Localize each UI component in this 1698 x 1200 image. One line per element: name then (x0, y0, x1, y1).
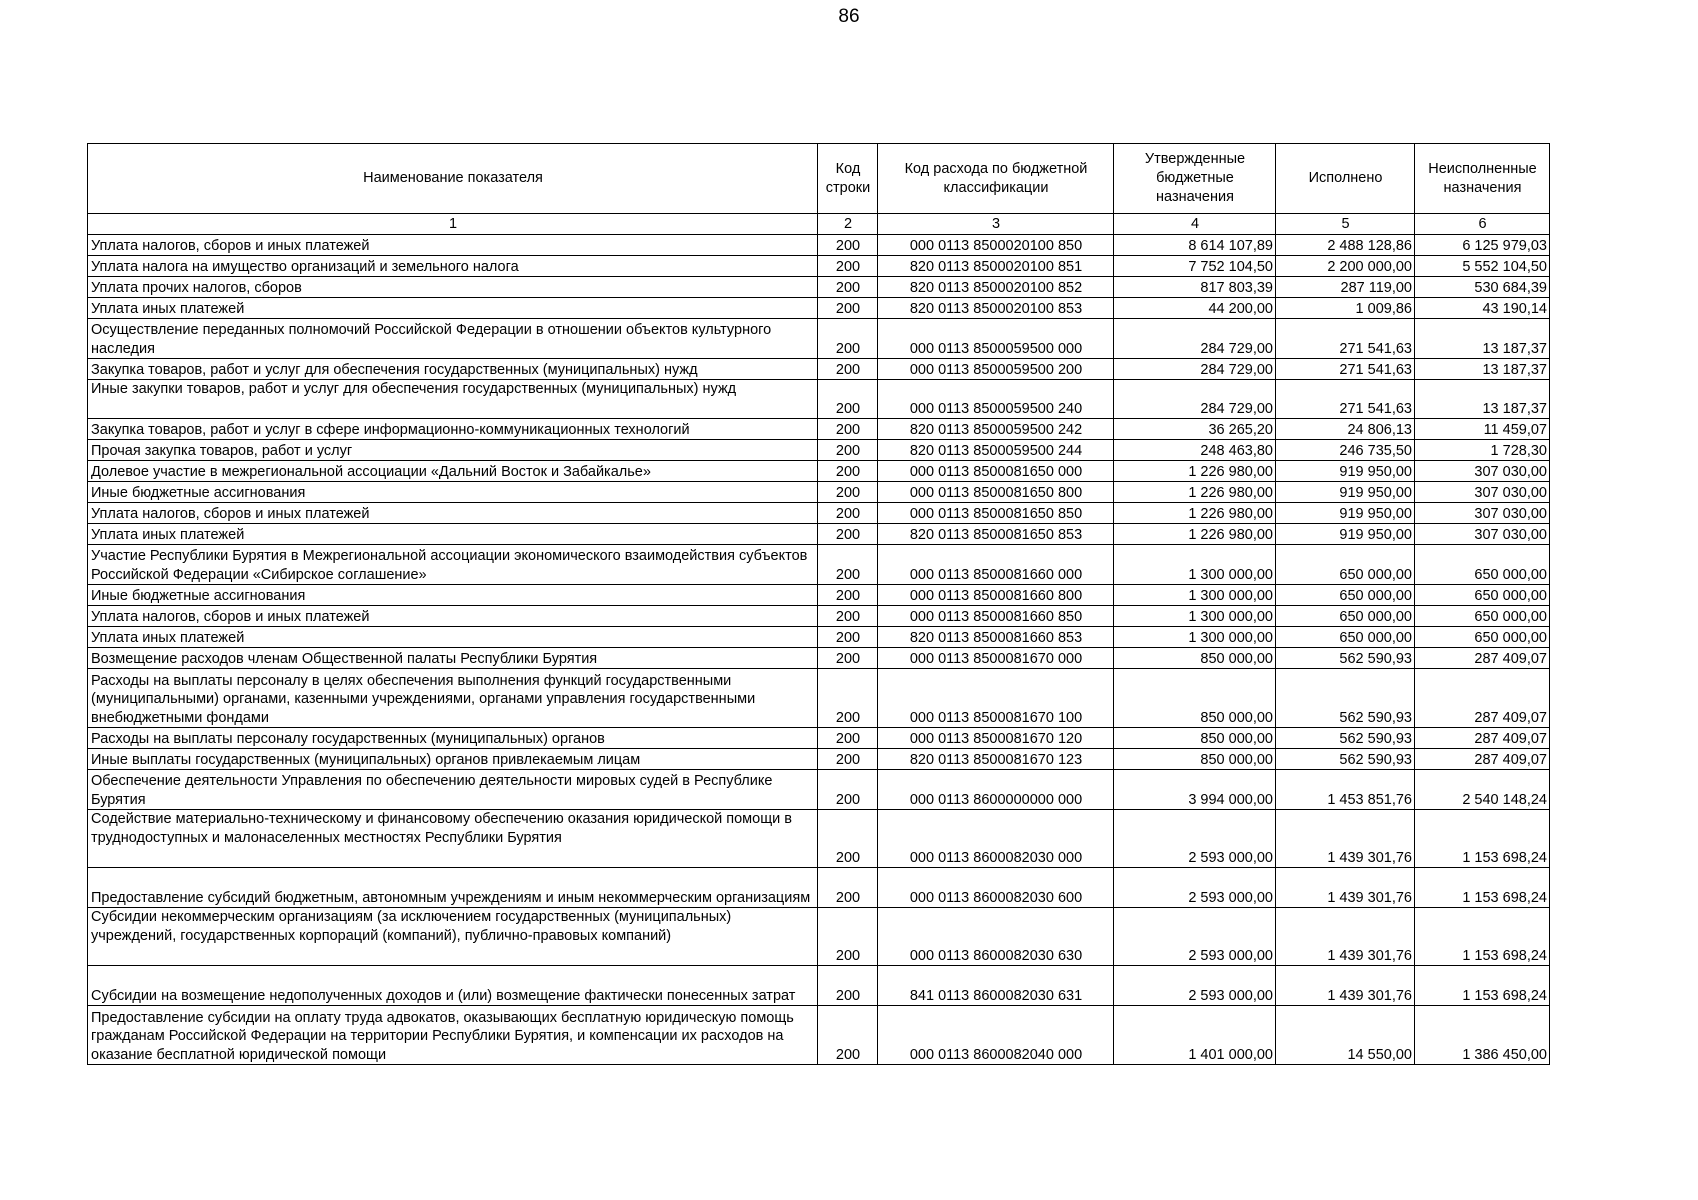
approved-amount-cell: 2 593 000,00 (1114, 810, 1276, 868)
unexecuted-amount-cell: 287 409,07 (1415, 648, 1550, 669)
unexecuted-amount-cell: 13 187,37 (1415, 319, 1550, 359)
indicator-name-text: Содействие материально-техническому и финансовому обеспечению оказания юридической помощи в труднодоступных и малонаселенных местностях Республики Бурятия (91, 811, 792, 846)
budget-code-cell: 820 0113 8500081650 853 (878, 524, 1114, 545)
budget-code-cell: 000 0113 8500081650 800 (878, 482, 1114, 503)
line-code-cell: 200 (818, 966, 878, 1006)
approved-amount-cell: 850 000,00 (1114, 648, 1276, 669)
table-row (88, 545, 1550, 585)
approved-amount-cell: 284 729,00 (1114, 380, 1276, 419)
approved-amount-cell: 1 226 980,00 (1114, 503, 1276, 524)
line-code-cell: 200 (818, 648, 878, 669)
approved-amount-cell: 284 729,00 (1114, 359, 1276, 380)
budget-code-cell: 820 0113 8500020100 851 (878, 256, 1114, 277)
unexecuted-amount-cell: 307 030,00 (1415, 503, 1550, 524)
table-row (88, 359, 1550, 380)
unexecuted-amount-cell: 650 000,00 (1415, 606, 1550, 627)
line-code-cell: 200 (818, 298, 878, 319)
line-code-cell: 200 (818, 440, 878, 461)
indicator-name-cell (88, 669, 818, 728)
indicator-name-cell (88, 319, 818, 359)
table-row (88, 440, 1550, 461)
unexecuted-amount-cell: 287 409,07 (1415, 728, 1550, 749)
indicator-name-text: Уплата иных платежей (91, 526, 245, 543)
unexecuted-amount-cell: 2 540 148,24 (1415, 770, 1550, 810)
executed-amount-cell: 919 950,00 (1276, 461, 1415, 482)
table-row (88, 380, 1550, 419)
line-code-cell: 200 (818, 749, 878, 770)
line-code-cell: 200 (818, 669, 878, 728)
budget-code-cell: 820 0113 8500020100 853 (878, 298, 1114, 319)
approved-amount-cell: 1 226 980,00 (1114, 524, 1276, 545)
unexecuted-amount-cell: 11 459,07 (1415, 419, 1550, 440)
executed-amount-cell: 271 541,63 (1276, 380, 1415, 419)
indicator-name-text: Расходы на выплаты персоналу в целях обеспечения выполнения функций государственными (муниципальными) органами, казенными учреждениями, органами управления государственными внебюджетными фондами (91, 672, 756, 726)
budget-code-cell: 000 0113 8500020100 850 (878, 235, 1114, 256)
indicator-name-cell (88, 298, 818, 319)
executed-amount-cell: 271 541,63 (1276, 359, 1415, 380)
line-code-cell: 200 (818, 810, 878, 868)
budget-code-cell: 820 0113 8500059500 242 (878, 419, 1114, 440)
indicator-name-cell (88, 728, 818, 749)
unexecuted-amount-cell: 1 153 698,24 (1415, 908, 1550, 966)
table-row (88, 749, 1550, 770)
executed-amount-cell: 1 439 301,76 (1276, 868, 1415, 908)
line-code-cell: 200 (818, 503, 878, 524)
approved-amount-cell: 36 265,20 (1114, 419, 1276, 440)
indicator-name-cell (88, 648, 818, 669)
table-row (88, 461, 1550, 482)
indicator-name-cell (88, 380, 818, 419)
table-row (88, 503, 1550, 524)
approved-amount-cell: 1 226 980,00 (1114, 482, 1276, 503)
indicator-name-text: Участие Республики Бурятия в Межрегиональной ассоциации экономического взаимодействия субъектов Российской Федерации «Сибирское соглашение» (91, 548, 808, 583)
table-header-row (88, 144, 1550, 214)
indicator-name-text: Субсидии на возмещение недополученных доходов и (или) возмещение фактически понесенных затрат (91, 987, 796, 1004)
column-number: 2 (818, 214, 878, 235)
header-approved: Утвержденные бюджетные назначения (1114, 144, 1276, 214)
line-code-cell: 200 (818, 868, 878, 908)
executed-amount-cell: 919 950,00 (1276, 524, 1415, 545)
budget-code-cell: 820 0113 8500059500 244 (878, 440, 1114, 461)
unexecuted-amount-cell: 650 000,00 (1415, 585, 1550, 606)
approved-amount-cell: 1 300 000,00 (1114, 585, 1276, 606)
indicator-name-cell (88, 749, 818, 770)
table-row (88, 627, 1550, 648)
budget-code-cell: 000 0113 8600082030 630 (878, 908, 1114, 966)
table-row (88, 319, 1550, 359)
executed-amount-cell: 2 488 128,86 (1276, 235, 1415, 256)
line-code-cell: 200 (818, 359, 878, 380)
line-code-cell: 200 (818, 277, 878, 298)
column-number: 3 (878, 214, 1114, 235)
indicator-name-text: Уплата прочих налогов, сборов (91, 279, 302, 296)
budget-code-cell: 000 0113 8500081670 000 (878, 648, 1114, 669)
indicator-name-text: Уплата налога на имущество организаций и земельного налога (91, 258, 519, 275)
line-code-cell: 200 (818, 1006, 878, 1065)
table-row (88, 585, 1550, 606)
table-row (88, 256, 1550, 277)
budget-code-cell: 000 0113 8500059500 240 (878, 380, 1114, 419)
indicator-name-text: Иные бюджетные ассигнования (91, 484, 306, 501)
indicator-name-cell (88, 277, 818, 298)
approved-amount-cell: 1 401 000,00 (1114, 1006, 1276, 1065)
unexecuted-amount-cell: 1 386 450,00 (1415, 1006, 1550, 1065)
executed-amount-cell: 1 439 301,76 (1276, 810, 1415, 868)
table-row (88, 966, 1550, 1006)
unexecuted-amount-cell: 287 409,07 (1415, 749, 1550, 770)
table-row (88, 770, 1550, 810)
indicator-name-cell (88, 482, 818, 503)
indicator-name-text: Уплата иных платежей (91, 300, 245, 317)
column-number: 6 (1415, 214, 1550, 235)
indicator-name-cell (88, 440, 818, 461)
line-code-cell: 200 (818, 770, 878, 810)
executed-amount-cell: 919 950,00 (1276, 503, 1415, 524)
executed-amount-cell: 1 009,86 (1276, 298, 1415, 319)
line-code-cell: 200 (818, 728, 878, 749)
indicator-name-text: Закупка товаров, работ и услуг в сфере информационно-коммуникационных технологий (91, 421, 690, 438)
budget-code-cell: 000 0113 8500081660 800 (878, 585, 1114, 606)
executed-amount-cell: 650 000,00 (1276, 585, 1415, 606)
table-row (88, 298, 1550, 319)
indicator-name-text: Прочая закупка товаров, работ и услуг (91, 442, 353, 459)
approved-amount-cell: 2 593 000,00 (1114, 868, 1276, 908)
executed-amount-cell: 287 119,00 (1276, 277, 1415, 298)
budget-code-cell: 841 0113 8600082030 631 (878, 966, 1114, 1006)
indicator-name-cell (88, 810, 818, 868)
executed-amount-cell: 562 590,93 (1276, 648, 1415, 669)
table-row (88, 277, 1550, 298)
approved-amount-cell: 817 803,39 (1114, 277, 1276, 298)
approved-amount-cell: 3 994 000,00 (1114, 770, 1276, 810)
indicator-name-cell (88, 868, 818, 908)
unexecuted-amount-cell: 13 187,37 (1415, 359, 1550, 380)
table-body (88, 235, 1550, 1065)
line-code-cell: 200 (818, 627, 878, 648)
budget-code-cell: 820 0113 8500081670 123 (878, 749, 1114, 770)
indicator-name-text: Обеспечение деятельности Управления по обеспечению деятельности мировых судей в Республике Бурятия (91, 773, 773, 808)
indicator-name-cell (88, 908, 818, 966)
header-unexecuted: Неисполненные назначения (1415, 144, 1550, 214)
approved-amount-cell: 2 593 000,00 (1114, 966, 1276, 1006)
budget-code-cell: 000 0113 8500081650 000 (878, 461, 1114, 482)
unexecuted-amount-cell: 650 000,00 (1415, 545, 1550, 585)
table-row (88, 1006, 1550, 1065)
table-row (88, 868, 1550, 908)
indicator-name-text: Уплата налогов, сборов и иных платежей (91, 608, 370, 625)
budget-execution-table (87, 143, 1550, 1065)
indicator-name-text: Субсидии некоммерческим организациям (за исключением государственных (муниципальных) учреждений, государственных корпораций (компаний), публично-правовых компаний) (91, 909, 732, 944)
approved-amount-cell: 850 000,00 (1114, 728, 1276, 749)
table-row (88, 235, 1550, 256)
line-code-cell: 200 (818, 419, 878, 440)
line-code-cell: 200 (818, 235, 878, 256)
indicator-name-cell (88, 235, 818, 256)
budget-code-cell: 000 0113 8500081670 100 (878, 669, 1114, 728)
approved-amount-cell: 248 463,80 (1114, 440, 1276, 461)
unexecuted-amount-cell: 1 728,30 (1415, 440, 1550, 461)
unexecuted-amount-cell: 6 125 979,03 (1415, 235, 1550, 256)
indicator-name-text: Иные выплаты государственных (муниципальных) органов привлекаемым лицам (91, 751, 641, 768)
indicator-name-text: Уплата налогов, сборов и иных платежей (91, 237, 370, 254)
table-row (88, 669, 1550, 728)
budget-code-cell: 000 0113 8500081660 850 (878, 606, 1114, 627)
executed-amount-cell: 1 439 301,76 (1276, 966, 1415, 1006)
approved-amount-cell: 850 000,00 (1114, 669, 1276, 728)
indicator-name-cell (88, 606, 818, 627)
approved-amount-cell: 7 752 104,50 (1114, 256, 1276, 277)
indicator-name-text: Возмещение расходов членам Общественной палаты Республики Бурятия (91, 650, 598, 667)
budget-code-cell: 000 0113 8500059500 000 (878, 319, 1114, 359)
indicator-name-text: Уплата налогов, сборов и иных платежей (91, 505, 370, 522)
indicator-name-cell (88, 1006, 818, 1065)
unexecuted-amount-cell: 287 409,07 (1415, 669, 1550, 728)
indicator-name-text: Осуществление переданных полномочий Российской Федерации в отношении объектов культурного наследия (91, 322, 772, 357)
unexecuted-amount-cell: 650 000,00 (1415, 627, 1550, 648)
column-number-row (88, 214, 1550, 235)
approved-amount-cell: 1 300 000,00 (1114, 627, 1276, 648)
executed-amount-cell: 650 000,00 (1276, 545, 1415, 585)
approved-amount-cell: 44 200,00 (1114, 298, 1276, 319)
line-code-cell: 200 (818, 524, 878, 545)
indicator-name-cell (88, 461, 818, 482)
budget-code-cell: 000 0113 8500081650 850 (878, 503, 1114, 524)
executed-amount-cell: 14 550,00 (1276, 1006, 1415, 1065)
executed-amount-cell: 562 590,93 (1276, 728, 1415, 749)
approved-amount-cell: 850 000,00 (1114, 749, 1276, 770)
line-code-cell: 200 (818, 545, 878, 585)
unexecuted-amount-cell: 43 190,14 (1415, 298, 1550, 319)
approved-amount-cell: 1 226 980,00 (1114, 461, 1276, 482)
unexecuted-amount-cell: 1 153 698,24 (1415, 868, 1550, 908)
line-code-cell: 200 (818, 606, 878, 627)
header-budget-code: Код расхода по бюджетной классификации (878, 144, 1114, 214)
approved-amount-cell: 1 300 000,00 (1114, 606, 1276, 627)
executed-amount-cell: 650 000,00 (1276, 627, 1415, 648)
executed-amount-cell: 271 541,63 (1276, 319, 1415, 359)
table-row (88, 728, 1550, 749)
line-code-cell: 200 (818, 380, 878, 419)
indicator-name-text: Иные закупки товаров, работ и услуг для обеспечения государственных (муниципальных) нужд (91, 381, 737, 397)
column-number: 1 (88, 214, 818, 235)
approved-amount-cell: 2 593 000,00 (1114, 908, 1276, 966)
table-row (88, 482, 1550, 503)
executed-amount-cell: 2 200 000,00 (1276, 256, 1415, 277)
unexecuted-amount-cell: 530 684,39 (1415, 277, 1550, 298)
indicator-name-text: Иные бюджетные ассигнования (91, 587, 306, 604)
executed-amount-cell: 562 590,93 (1276, 669, 1415, 728)
line-code-cell: 200 (818, 908, 878, 966)
indicator-name-cell (88, 503, 818, 524)
indicator-name-cell (88, 966, 818, 1006)
header-line-code: Код строки (818, 144, 878, 214)
line-code-cell: 200 (818, 461, 878, 482)
budget-code-cell: 000 0113 8600082030 000 (878, 810, 1114, 868)
indicator-name-cell (88, 627, 818, 648)
indicator-name-cell (88, 524, 818, 545)
budget-code-cell: 820 0113 8500081660 853 (878, 627, 1114, 648)
budget-code-cell: 000 0113 8500081670 120 (878, 728, 1114, 749)
page-number: 86 (838, 6, 860, 27)
indicator-name-text: Предоставление субсидии на оплату труда адвокатов, оказывающих бесплатную юридическую помощь гражданам Российской Федерации на территории Республики Бурятия, и компенсации их расходов на оказание бесплатной юридической помощи (91, 1009, 794, 1063)
indicator-name-text: Расходы на выплаты персоналу государственных (муниципальных) органов (91, 730, 605, 747)
approved-amount-cell: 8 614 107,89 (1114, 235, 1276, 256)
table-row (88, 524, 1550, 545)
line-code-cell: 200 (818, 482, 878, 503)
indicator-name-cell (88, 545, 818, 585)
header-executed: Исполнено (1276, 144, 1415, 214)
indicator-name-cell (88, 770, 818, 810)
indicator-name-cell (88, 585, 818, 606)
table-row (88, 908, 1550, 966)
indicator-name-text: Закупка товаров, работ и услуг для обеспечения государственных (муниципальных) нужд (91, 361, 698, 378)
budget-code-cell: 000 0113 8600082030 600 (878, 868, 1114, 908)
indicator-name-text: Долевое участие в межрегиональной ассоциации «Дальний Восток и Забайкалье» (91, 463, 651, 480)
unexecuted-amount-cell: 307 030,00 (1415, 461, 1550, 482)
table-row (88, 606, 1550, 627)
indicator-name-text: Предоставление субсидий бюджетным, автономным учреждениям и иным некоммерческим организациям (91, 889, 811, 906)
table-row (88, 810, 1550, 868)
budget-code-cell: 000 0113 8500081660 000 (878, 545, 1114, 585)
unexecuted-amount-cell: 13 187,37 (1415, 380, 1550, 419)
unexecuted-amount-cell: 307 030,00 (1415, 524, 1550, 545)
unexecuted-amount-cell: 1 153 698,24 (1415, 966, 1550, 1006)
executed-amount-cell: 1 453 851,76 (1276, 770, 1415, 810)
column-number: 5 (1276, 214, 1415, 235)
executed-amount-cell: 24 806,13 (1276, 419, 1415, 440)
indicator-name-cell (88, 359, 818, 380)
unexecuted-amount-cell: 5 552 104,50 (1415, 256, 1550, 277)
approved-amount-cell: 1 300 000,00 (1114, 545, 1276, 585)
budget-code-cell: 820 0113 8500020100 852 (878, 277, 1114, 298)
column-number: 4 (1114, 214, 1276, 235)
budget-code-cell: 000 0113 8600082040 000 (878, 1006, 1114, 1065)
header-indicator-name: Наименование показателя (88, 144, 818, 214)
line-code-cell: 200 (818, 256, 878, 277)
line-code-cell: 200 (818, 585, 878, 606)
approved-amount-cell: 284 729,00 (1114, 319, 1276, 359)
budget-code-cell: 000 0113 8500059500 200 (878, 359, 1114, 380)
unexecuted-amount-cell: 1 153 698,24 (1415, 810, 1550, 868)
executed-amount-cell: 1 439 301,76 (1276, 908, 1415, 966)
table-row (88, 648, 1550, 669)
executed-amount-cell: 562 590,93 (1276, 749, 1415, 770)
executed-amount-cell: 919 950,00 (1276, 482, 1415, 503)
budget-code-cell: 000 0113 8600000000 000 (878, 770, 1114, 810)
executed-amount-cell: 650 000,00 (1276, 606, 1415, 627)
indicator-name-text: Уплата иных платежей (91, 629, 245, 646)
table-row (88, 419, 1550, 440)
unexecuted-amount-cell: 307 030,00 (1415, 482, 1550, 503)
executed-amount-cell: 246 735,50 (1276, 440, 1415, 461)
line-code-cell: 200 (818, 319, 878, 359)
indicator-name-cell (88, 256, 818, 277)
indicator-name-cell (88, 419, 818, 440)
